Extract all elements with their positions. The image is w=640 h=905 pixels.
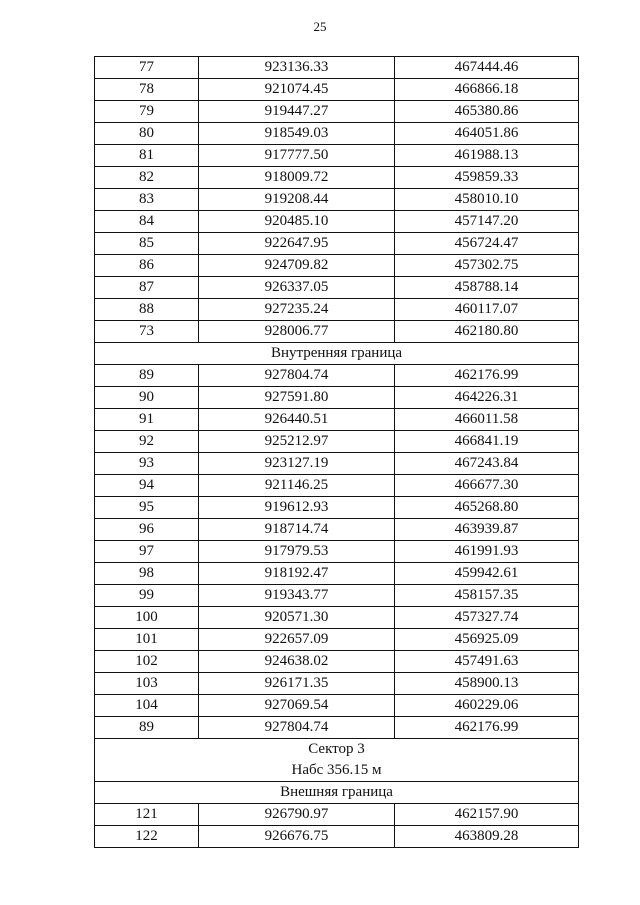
x-coordinate-cell: 926440.51 (199, 409, 395, 431)
table-row (95, 607, 579, 629)
table-row (95, 145, 579, 167)
point-number-cell: 96 (95, 519, 199, 541)
y-coordinate-cell: 467444.46 (395, 57, 579, 79)
y-coordinate-cell: 466011.58 (395, 409, 579, 431)
table-row (95, 563, 579, 585)
table-row (95, 519, 579, 541)
point-number-cell: 102 (95, 651, 199, 673)
x-coordinate-cell: 919612.93 (199, 497, 395, 519)
point-number-cell: 98 (95, 563, 199, 585)
y-coordinate-cell: 464051.86 (395, 123, 579, 145)
section-header-row (95, 782, 579, 804)
table-row (95, 211, 579, 233)
point-number-cell: 85 (95, 233, 199, 255)
table-row (95, 123, 579, 145)
point-number-cell: 97 (95, 541, 199, 563)
y-coordinate-cell: 459859.33 (395, 167, 579, 189)
point-number-cell: 104 (95, 695, 199, 717)
sector-header (95, 739, 579, 782)
table-row (95, 585, 579, 607)
y-coordinate-cell: 460229.06 (395, 695, 579, 717)
x-coordinate-cell: 919343.77 (199, 585, 395, 607)
table-row (95, 167, 579, 189)
table-row (95, 189, 579, 211)
y-coordinate-cell: 457147.20 (395, 211, 579, 233)
x-coordinate-cell: 924709.82 (199, 255, 395, 277)
x-coordinate-cell: 919208.44 (199, 189, 395, 211)
x-coordinate-cell: 927235.24 (199, 299, 395, 321)
y-coordinate-cell: 466841.19 (395, 431, 579, 453)
x-coordinate-cell: 926790.97 (199, 804, 395, 826)
x-coordinate-cell: 927069.54 (199, 695, 395, 717)
table-row (95, 409, 579, 431)
table-row (95, 255, 579, 277)
y-coordinate-cell: 462176.99 (395, 365, 579, 387)
point-number-cell: 88 (95, 299, 199, 321)
section-header: Внутренняя граница (95, 343, 579, 365)
y-coordinate-cell: 462157.90 (395, 804, 579, 826)
point-number-cell: 95 (95, 497, 199, 519)
table-row (95, 717, 579, 739)
y-coordinate-cell: 466677.30 (395, 475, 579, 497)
y-coordinate-cell: 457327.74 (395, 607, 579, 629)
point-number-cell: 100 (95, 607, 199, 629)
point-number-cell: 121 (95, 804, 199, 826)
x-coordinate-cell: 927591.80 (199, 387, 395, 409)
point-number-cell: 79 (95, 101, 199, 123)
x-coordinate-cell: 923127.19 (199, 453, 395, 475)
x-coordinate-cell: 921146.25 (199, 475, 395, 497)
point-number-cell: 77 (95, 57, 199, 79)
y-coordinate-cell: 461988.13 (395, 145, 579, 167)
table-row (95, 233, 579, 255)
x-coordinate-cell: 926337.05 (199, 277, 395, 299)
x-coordinate-cell: 926171.35 (199, 673, 395, 695)
point-number-cell: 99 (95, 585, 199, 607)
table-row (95, 475, 579, 497)
point-number-cell: 84 (95, 211, 199, 233)
x-coordinate-cell: 925212.97 (199, 431, 395, 453)
y-coordinate-cell: 465380.86 (395, 101, 579, 123)
y-coordinate-cell: 458010.10 (395, 189, 579, 211)
table-row (95, 101, 579, 123)
x-coordinate-cell: 926676.75 (199, 826, 395, 848)
point-number-cell: 73 (95, 321, 199, 343)
table-row (95, 321, 579, 343)
y-coordinate-cell: 462176.99 (395, 717, 579, 739)
point-number-cell: 103 (95, 673, 199, 695)
y-coordinate-cell: 457302.75 (395, 255, 579, 277)
table-row (95, 497, 579, 519)
point-number-cell: 122 (95, 826, 199, 848)
x-coordinate-cell: 918009.72 (199, 167, 395, 189)
table-row (95, 651, 579, 673)
y-coordinate-cell: 466866.18 (395, 79, 579, 101)
x-coordinate-cell: 918192.47 (199, 563, 395, 585)
x-coordinate-cell: 918714.74 (199, 519, 395, 541)
x-coordinate-cell: 917777.50 (199, 145, 395, 167)
y-coordinate-cell: 461991.93 (395, 541, 579, 563)
table-row (95, 804, 579, 826)
y-coordinate-cell: 460117.07 (395, 299, 579, 321)
y-coordinate-cell: 464226.31 (395, 387, 579, 409)
y-coordinate-cell: 465268.80 (395, 497, 579, 519)
y-coordinate-cell: 458157.35 (395, 585, 579, 607)
point-number-cell: 92 (95, 431, 199, 453)
x-coordinate-cell: 923136.33 (199, 57, 395, 79)
table-row (95, 695, 579, 717)
point-number-cell: 93 (95, 453, 199, 475)
sector-header-line: Набс 356.15 м (291, 762, 382, 778)
point-number-cell: 87 (95, 277, 199, 299)
point-number-cell: 101 (95, 629, 199, 651)
y-coordinate-cell: 467243.84 (395, 453, 579, 475)
x-coordinate-cell: 918549.03 (199, 123, 395, 145)
y-coordinate-cell: 458788.14 (395, 277, 579, 299)
point-number-cell: 94 (95, 475, 199, 497)
x-coordinate-cell: 924638.02 (199, 651, 395, 673)
table-row (95, 277, 579, 299)
x-coordinate-cell: 927804.74 (199, 365, 395, 387)
table-row (95, 629, 579, 651)
x-coordinate-cell: 922647.95 (199, 233, 395, 255)
point-number-cell: 80 (95, 123, 199, 145)
x-coordinate-cell: 927804.74 (199, 717, 395, 739)
table-row (95, 365, 579, 387)
coordinates-table (94, 56, 579, 848)
table-row (95, 57, 579, 79)
y-coordinate-cell: 458900.13 (395, 673, 579, 695)
point-number-cell: 81 (95, 145, 199, 167)
y-coordinate-cell: 463939.87 (395, 519, 579, 541)
x-coordinate-cell: 919447.27 (199, 101, 395, 123)
x-coordinate-cell: 920571.30 (199, 607, 395, 629)
point-number-cell: 91 (95, 409, 199, 431)
section-header: Внешняя граница (95, 782, 579, 804)
point-number-cell: 86 (95, 255, 199, 277)
point-number-cell: 89 (95, 365, 199, 387)
table-row (95, 431, 579, 453)
table-row (95, 453, 579, 475)
table-row (95, 673, 579, 695)
x-coordinate-cell: 928006.77 (199, 321, 395, 343)
y-coordinate-cell: 457491.63 (395, 651, 579, 673)
sector-header-row (95, 739, 579, 782)
y-coordinate-cell: 462180.80 (395, 321, 579, 343)
section-header-row (95, 343, 579, 365)
table-row (95, 79, 579, 101)
y-coordinate-cell: 459942.61 (395, 563, 579, 585)
x-coordinate-cell: 921074.45 (199, 79, 395, 101)
y-coordinate-cell: 456925.09 (395, 629, 579, 651)
point-number-cell: 89 (95, 717, 199, 739)
table-row (95, 299, 579, 321)
y-coordinate-cell: 456724.47 (395, 233, 579, 255)
table-row (95, 541, 579, 563)
x-coordinate-cell: 917979.53 (199, 541, 395, 563)
point-number-cell: 78 (95, 79, 199, 101)
table-row (95, 826, 579, 848)
x-coordinate-cell: 922657.09 (199, 629, 395, 651)
x-coordinate-cell: 920485.10 (199, 211, 395, 233)
table-row (95, 387, 579, 409)
page-number: 25 (313, 19, 327, 34)
sector-header-line: Сектор 3 (308, 741, 365, 757)
coordinates-table-body (95, 57, 579, 848)
point-number-cell: 90 (95, 387, 199, 409)
point-number-cell: 83 (95, 189, 199, 211)
y-coordinate-cell: 463809.28 (395, 826, 579, 848)
point-number-cell: 82 (95, 167, 199, 189)
